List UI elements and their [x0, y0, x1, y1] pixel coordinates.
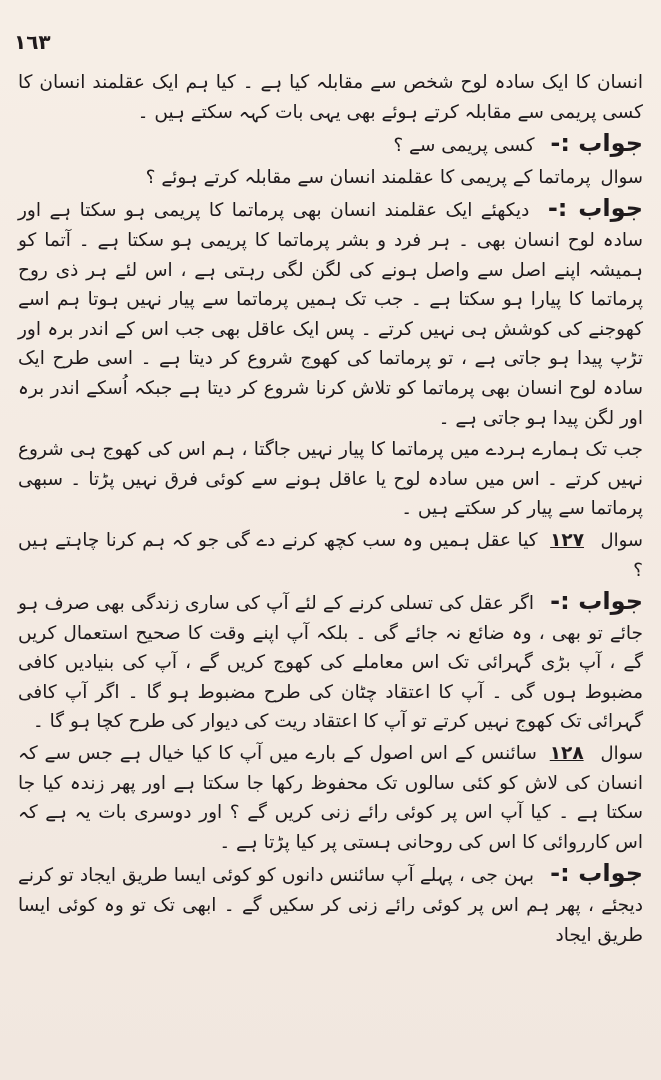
question-label: سوال [600, 743, 643, 765]
answer-block [18, 859, 643, 950]
question-label: سوال [600, 529, 643, 551]
page-number: ١٦٣ [14, 30, 51, 54]
question-block [18, 163, 643, 193]
page-content [18, 68, 643, 950]
paragraph [18, 68, 643, 127]
answer-text: دیکھئے ایک عقلمند انسان بھی پرماتما کا پریمی ہو سکتا ہے اور سادہ لوح انسان بھی ۔ ہر فرد و بشر پرماتما کا پریمی ہو سکتا ہے ۔ آتما کو ہمیشہ اپنے اصل سے واصل ہونے کی لگن لگی رہتی ہے ، اس لئے ہر ذی روح پرماتما کا پیارا ہو سکتا ہے ۔ جب تک ہمیں پرماتما سے پیار نہیں ہوتا ہم اسے کھوجنے کی کوشش ہی نہیں کرتے ۔ پس ایک عاقل بھی جب اس کے اندر برہ اور تڑپ پیدا ہو جاتی ہے ، تو پرماتما کی کھوج شروع کر دیتا ہے ۔ اسی طرح ایک سادہ لوح انسان بھی پرماتما کو تلاش کرنا شروع کر دیتا ہے جبکہ اُسکے اندر برہ اور لگن پیدا ہو جاتی ہے ۔ [18, 200, 643, 429]
answer-label: جواب :- [550, 859, 643, 888]
answer-block [18, 129, 643, 161]
question-text: کیا عقل ہمیں وہ سب کچھ کرنے دے گی جو کہ ہم کرنا چاہتے ہیں ؟ [18, 529, 643, 581]
answer-text: بہن جی ، پہلے آپ سائنس دانوں کو کوئی ایسا طریق ایجاد تو کرنے دیجئے ، پھر ہم اس پر کوئی رائے زنی کر سکیں گے ۔ ابھی تک تو وہ کوئی ایسا طریق ایجاد [18, 865, 643, 946]
answer-block [18, 587, 643, 737]
question-number: ١٢٨ [549, 743, 584, 765]
question-number: ١٢٧ [550, 529, 584, 551]
answer-text: کسی پریمی سے ؟ [393, 135, 535, 157]
answer-label: جواب :- [550, 129, 643, 158]
question-block [18, 526, 643, 585]
answer-text: اگر عقل کی تسلی کرنے کے لئے آپ کی ساری زندگی بھی صرف ہو جائے تو بھی ، وہ ضائع نہ جائے گی ۔ بلکہ آپ اپنے وقت کا صحیح استعمال کریں گے ، آپ بڑی گہرائی تک اس معاملے کی کھوج کریں گے ، آپ کی بنیادیں کافی مضبوط ہوں گی ۔ آپ کا اعتقاد چٹان کی طرح مضبوط ہو گا ۔ اگر آپ کافی گہرائی تک کھوج نہیں کرتے تو آپ کا اعتقاد ریت کی دیوار کی طرح کچا ہو گا ۔ [18, 593, 643, 733]
question-block [18, 739, 643, 857]
question-text: پرماتما کے پریمی کا عقلمند انسان سے مقابلہ کرتے ہوئے ؟ [145, 166, 591, 188]
answer-block [18, 194, 643, 433]
question-label: سوال [600, 166, 643, 188]
answer-label: جواب :- [547, 194, 643, 223]
paragraph-text: جب تک ہمارے ہردے میں پرماتما کا پیار نہیں جاگتا ، ہم اس کی کھوج ہی شروع نہیں کرتے ۔ اس میں سادہ لوح یا عاقل ہونے سے کوئی فرق نہیں پڑتا ۔ سبھی پرماتما سے پیار کر سکتے ہیں ۔ [18, 439, 643, 520]
paragraph [18, 435, 643, 524]
answer-label: جواب :- [550, 587, 643, 616]
question-text: سائنس کے اس اصول کے بارے میں آپ کا کیا خیال ہے جس سے کہ انسان کی لاش کو کئی سالوں تک محفوظ رکھا جا سکتا ہے اور پھر زندہ کیا جا سکتا ہے ۔ کیا آپ اس پر کوئی رائے زنی کریں گے ؟ اور دوسری بات یہ ہے کہ اس کارروائی کا اس کی روحانی ہستی پر کیا پڑتا ہے ۔ [18, 743, 643, 853]
paragraph-text: انسان کا ایک سادہ لوح شخص سے مقابلہ کیا ہے ۔ کیا ہم ایک عقلمند انسان کا کسی پریمی سے مقابلہ کرتے ہوئے بھی یہی بات کہہ سکتے ہیں ۔ [18, 72, 643, 123]
